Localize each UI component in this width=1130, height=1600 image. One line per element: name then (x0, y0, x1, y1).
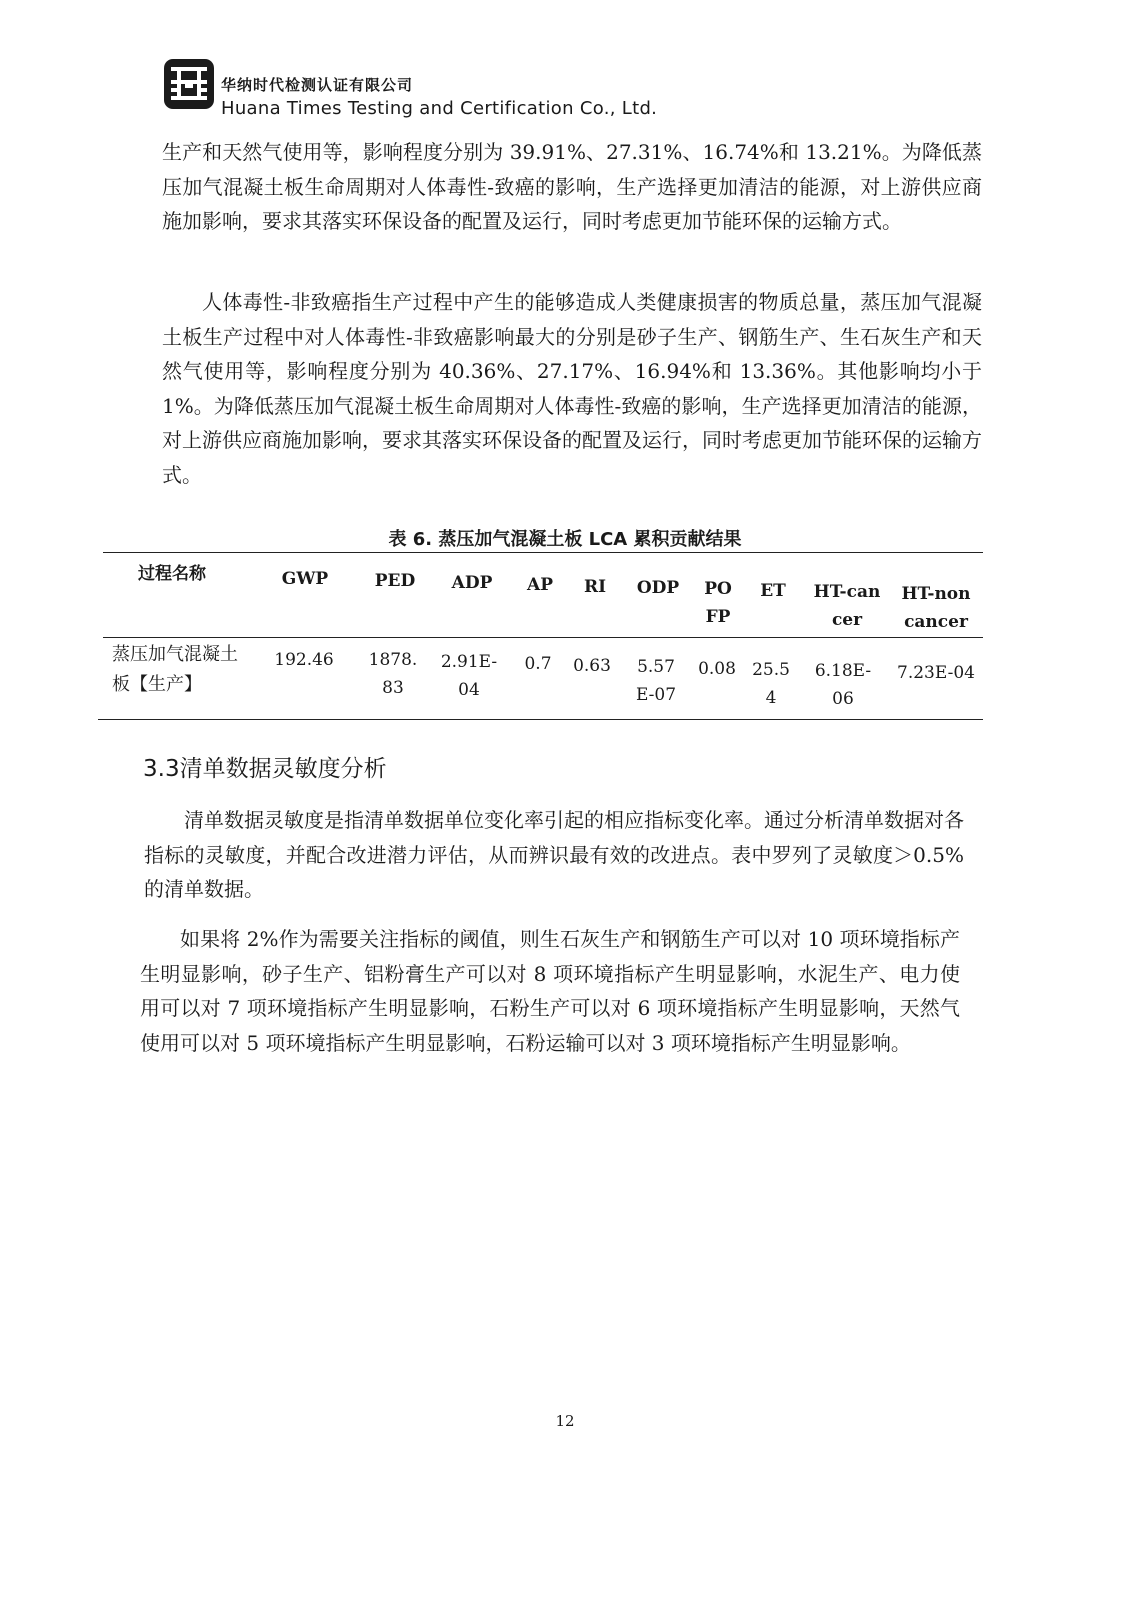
page-number: 12 (555, 1412, 575, 1430)
table-header-pofp: POFP (704, 579, 732, 627)
body-paragraph: 如果将 2%作为需要关注指标的阈值，则生石灰生产和钢筋生产可以对 10 项环境指标产生明显影响，砂子生产、铝粉膏生产可以对 8 项环境指标产生明显影响，水泥生产、电力使用可以对 7 项环境指标产生明显影响，石粉生产可以对 6 项环境指标产生明显影响，天然气使用可以对 5 项环境指标产生明显影响，石粉运输可以对 3 项环境指标产生明显影响。 (140, 927, 960, 1055)
table-header-process: 过程名称 (138, 564, 206, 584)
table-cell-ht-noncancer: 7.23E-04 (897, 663, 975, 683)
company-name-cn: 华纳时代检测认证有限公司 (221, 76, 414, 94)
company-logo-icon (163, 58, 215, 110)
table-header-et: ET (760, 581, 786, 601)
section-heading: 3.3清单数据灵敏度分析 (143, 756, 387, 782)
table-header-ht-noncancer: HT-non cancer (901, 584, 971, 632)
table-top-rule (103, 552, 983, 553)
table-cell-gwp: 192.46 (274, 650, 334, 670)
table-cell-ap: 0.7 (524, 654, 552, 674)
table-header-ri: RI (583, 577, 607, 597)
letterhead (163, 58, 863, 118)
body-paragraph: 人体毒性-非致癌指生产过程中产生的能够造成人类健康损害的物质总量，蒸压加气混凝土板生产过程中对人体毒性-非致癌影响最大的分别是砂子生产、钢筋生产、生石灰生产和天然气使用等，影响程度分别为 40.36%、27.17%、16.94%和 13.36%。其他影响均小于 1%。为降低蒸压加气混凝土板生命周期对人体毒性-致癌的影响，生产选择更加清洁的能源，对上游供应商施加影响，要求其落实环保设备的配置及运行，同时考虑更加节能环保的运输方式。 (162, 290, 982, 487)
table-header-odp: ODP (636, 578, 680, 598)
table-header-adp: ADP (451, 573, 493, 593)
company-name-en: Huana Times Testing and Certification Co., Ltd. (221, 98, 658, 119)
table-header-rule (103, 637, 983, 638)
table-cell-ht-cancer: 6.18E-06 (814, 661, 872, 709)
table-bottom-rule (98, 719, 983, 720)
table-cell-et: 25.54 (752, 660, 790, 708)
table-cell-adp: 2.91E-04 (440, 652, 498, 700)
table-caption: 表 6. 蒸压加气混凝土板 LCA 累积贡献结果 (388, 529, 742, 550)
table-header-ped: PED (374, 571, 416, 591)
table-cell-odp: 5.57E-07 (635, 657, 677, 705)
table-header-gwp: GWP (281, 569, 329, 589)
table-header-ht-cancer: HT-cancer (813, 582, 881, 630)
body-paragraph: 生产和天然气使用等，影响程度分别为 39.91%、27.31%、16.74%和 13.21%。为降低蒸压加气混凝土板生命周期对人体毒性-致癌的影响，生产选择更加清洁的能源，对上游供应商施加影响，要求其落实环保设备的配置及运行，同时考虑更加节能环保的运输方式。 (162, 140, 982, 233)
table-cell-ri: 0.63 (573, 656, 611, 676)
body-paragraph: 清单数据灵敏度是指清单数据单位变化率引起的相应指标变化率。通过分析清单数据对各指标的灵敏度，并配合改进潜力评估，从而辨识最有效的改进点。表中罗列了灵敏度＞0.5%的清单数据。 (144, 808, 964, 901)
table-cell-pofp: 0.08 (698, 659, 736, 679)
table-header-ap: AP (527, 575, 553, 595)
table-cell-ped: 1878.83 (368, 650, 418, 698)
table-cell-process: 蒸压加气混凝土板【生产】 (112, 644, 238, 695)
